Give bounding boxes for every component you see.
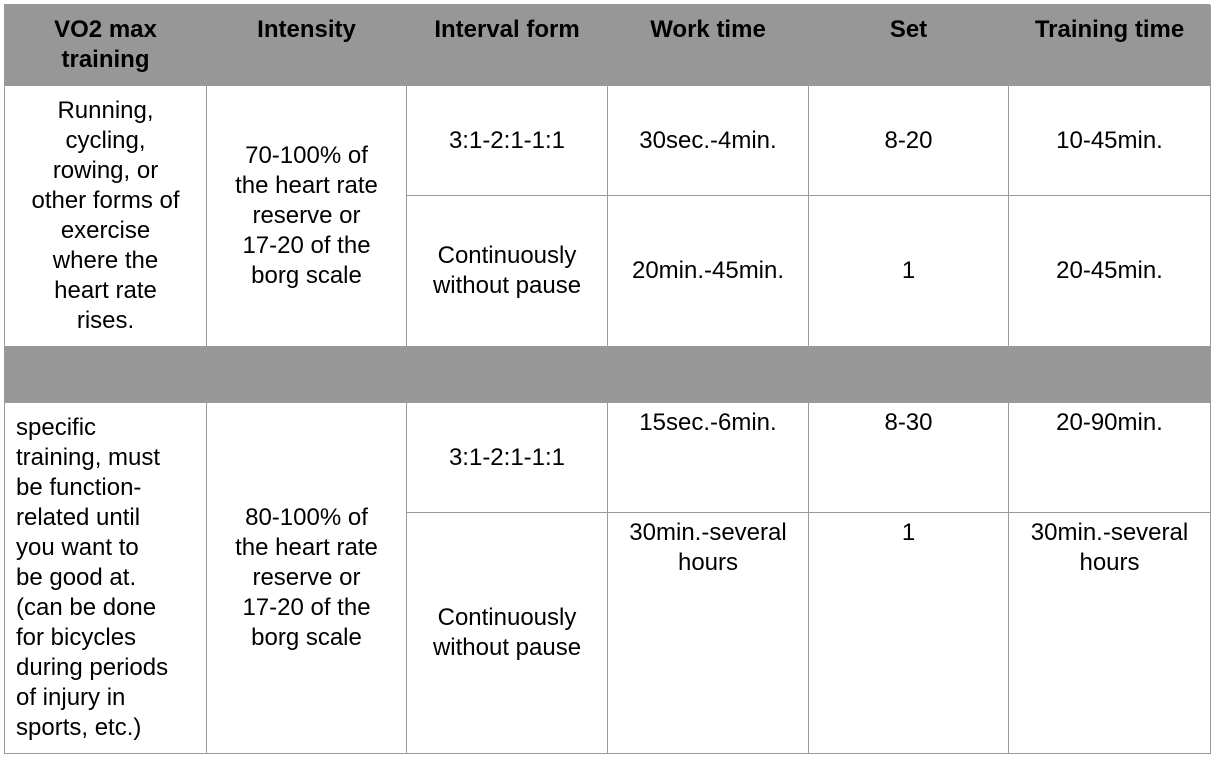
header-set: Set [809, 5, 1009, 86]
section1-row2-interval-form: Continuously without pause [407, 196, 608, 347]
header-work-time: Work time [608, 5, 809, 86]
section1-row2-set: 1 [809, 196, 1009, 347]
section2-row2-interval-form: Continuously without pause [407, 513, 608, 754]
section1-row1-work-time: 30sec.-4min. [608, 86, 809, 196]
section1-row1-training-time: 10-45min. [1009, 86, 1211, 196]
training-table [4, 4, 1210, 754]
separator-band-cell [608, 347, 809, 403]
separator-band-cell [407, 347, 608, 403]
section2-activity: specific training, must be function- related until you want to be good at. (can be done for bicycles during periods of injury in sports, etc.) [5, 403, 207, 754]
separator-band-cell [1009, 347, 1211, 403]
section2-intensity: 80-100% of the heart rate reserve or 17-20 of the borg scale [207, 403, 407, 754]
section2-row1-work-time: 15sec.-6min. [608, 403, 809, 513]
section2-row2-work-time: 30min.-several hours [608, 513, 809, 754]
section1-row1-set: 8-20 [809, 86, 1009, 196]
header-training-time: Training time [1009, 5, 1211, 86]
section1-row1-interval-form: 3:1-2:1-1:1 [407, 86, 608, 196]
section2-row1-set: 8-30 [809, 403, 1009, 513]
section1-row2-training-time: 20-45min. [1009, 196, 1211, 347]
section2-row2-set: 1 [809, 513, 1009, 754]
section2-row1-interval-form: 3:1-2:1-1:1 [407, 403, 608, 513]
header-interval-form: Interval form [407, 5, 608, 86]
header-intensity: Intensity [207, 5, 407, 86]
separator-band-cell [809, 347, 1009, 403]
section1-intensity: 70-100% of the heart rate reserve or 17-20 of the borg scale [207, 86, 407, 347]
section1-row2-work-time: 20min.-45min. [608, 196, 809, 347]
section1-activity: Running, cycling, rowing, or other forms of exercise where the heart rate rises. [5, 86, 207, 347]
separator-band-cell [5, 347, 207, 403]
separator-band-cell [207, 347, 407, 403]
header-vo2-max-training: VO2 max training [5, 5, 207, 86]
section2-row1-training-time: 20-90min. [1009, 403, 1211, 513]
section2-row2-training-time: 30min.-several hours [1009, 513, 1211, 754]
